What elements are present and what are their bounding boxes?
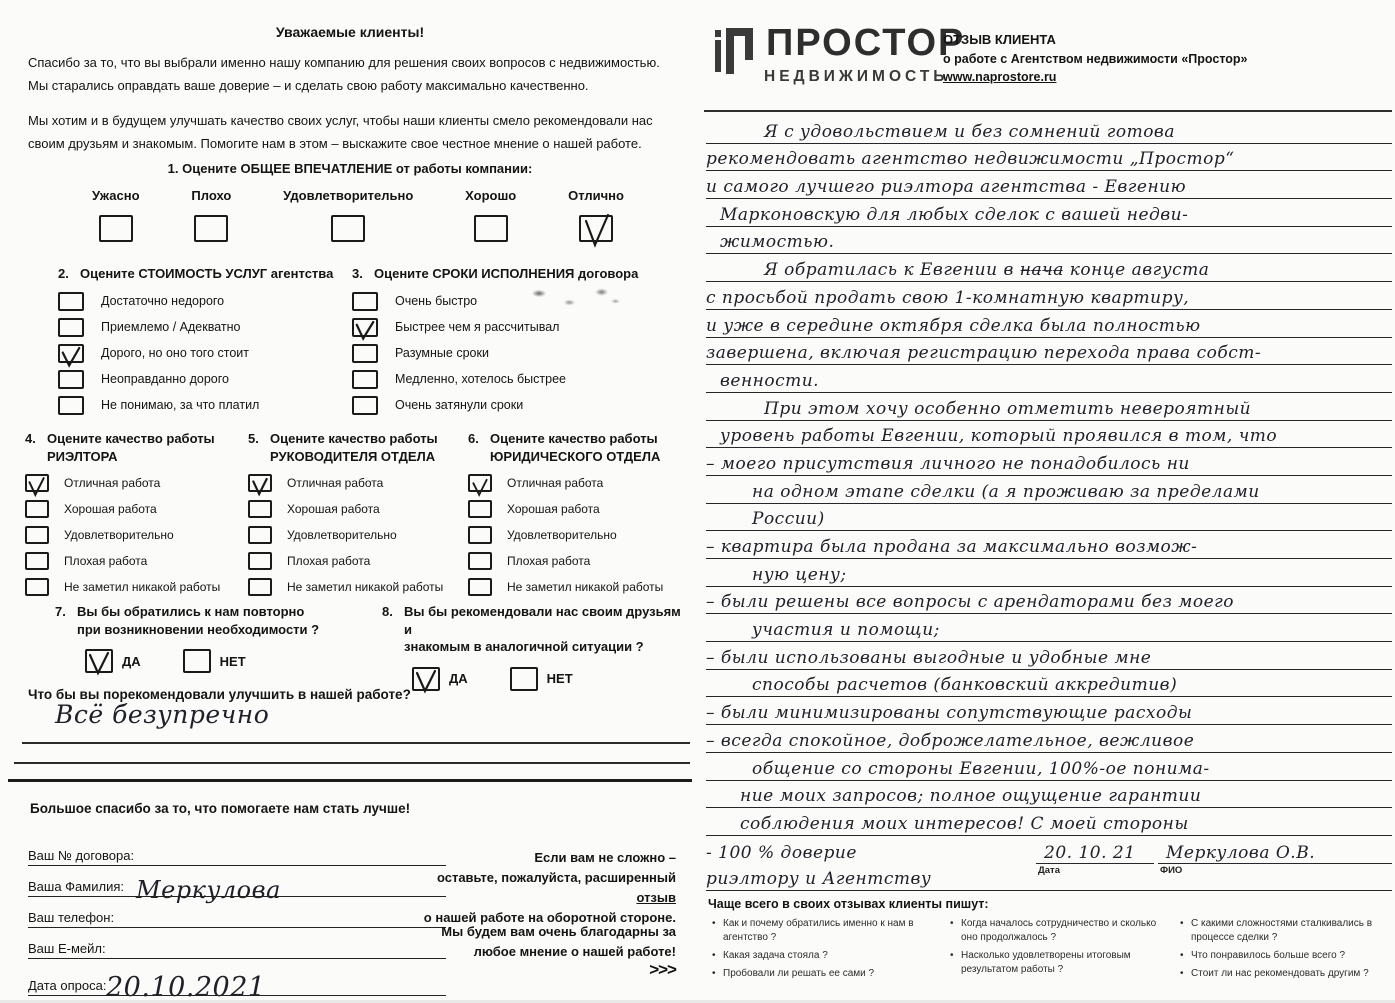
q5-checkbox-1[interactable] bbox=[248, 500, 272, 518]
q3-option-row bbox=[352, 344, 682, 363]
side-note-1 bbox=[420, 848, 676, 929]
field-label: Дата опроса: bbox=[28, 978, 107, 993]
footer-bullet: • Насколько удовлетворены итоговым результатом работы ? bbox=[948, 949, 1160, 977]
q2-option-label: Неоправданно дорого bbox=[101, 372, 229, 387]
review-line: завершена, включая регистрацию перехода права собст- bbox=[706, 338, 1392, 366]
q3-option-label: Очень быстро bbox=[395, 294, 478, 309]
q1-option-excellent bbox=[568, 188, 624, 242]
q2-option-label: Достаточно недорого bbox=[101, 294, 225, 309]
review-line: участия и помощи; bbox=[706, 614, 1392, 642]
field-contract bbox=[28, 836, 446, 866]
q4-option-label: Хорошая работа bbox=[64, 502, 157, 517]
footer-column-1 bbox=[710, 917, 932, 985]
q8-yes-label: ДА bbox=[449, 671, 468, 687]
footer-column-3 bbox=[1178, 917, 1392, 985]
q4-option-label: Не заметил никакой работы bbox=[64, 580, 221, 595]
q8-number: 8. bbox=[382, 604, 393, 619]
review-line: – моего присутствия личного не понадобилось ни bbox=[706, 448, 1392, 476]
q5-title-line2: РУКОВОДИТЕЛЯ ОТДЕЛА bbox=[270, 448, 436, 464]
q4-title-line1: Оцените качество работы bbox=[47, 431, 215, 446]
q8-yes-no-row bbox=[412, 667, 692, 691]
field-label: Ваш № договора: bbox=[28, 848, 135, 863]
q5-option-row bbox=[248, 578, 466, 596]
review-line: риэлтору и Агентству bbox=[706, 864, 1392, 892]
review-line: и самого лучшего риэлтора агентства - Евгению bbox=[706, 171, 1392, 199]
field-label: Ваша Фамилия: bbox=[28, 879, 124, 894]
q6-option-row bbox=[468, 552, 686, 570]
q4-checkbox-1[interactable] bbox=[25, 500, 49, 518]
q1-checkbox-satisfactory[interactable] bbox=[331, 215, 365, 242]
q6-heading bbox=[468, 430, 686, 465]
q2-title: Оцените СТОИМОСТЬ УСЛУГ агентства bbox=[80, 266, 334, 281]
q5-checkbox-4[interactable] bbox=[248, 578, 272, 596]
q5-option-row bbox=[248, 526, 466, 544]
q4-title bbox=[47, 430, 215, 465]
date-label: Дата bbox=[1038, 864, 1060, 876]
field-write-line[interactable] bbox=[28, 865, 446, 866]
q6-option-label: Отличная работа bbox=[507, 476, 604, 491]
q1-checkbox-good[interactable] bbox=[474, 215, 508, 242]
q3-checkbox-1[interactable] bbox=[352, 318, 378, 337]
improve-question: Что бы вы порекомендовали улучшить в нашей работе? bbox=[28, 687, 411, 702]
q5-checkbox-2[interactable] bbox=[248, 526, 272, 544]
footer-column-2 bbox=[948, 917, 1160, 985]
q6-title bbox=[490, 430, 660, 465]
q6-checkbox-1[interactable] bbox=[468, 500, 492, 518]
q5-heading bbox=[248, 430, 466, 465]
q6-block bbox=[468, 430, 686, 604]
arrows-glyph: >>> bbox=[649, 960, 676, 979]
q8-block bbox=[382, 603, 692, 691]
q1-option-bad bbox=[191, 188, 231, 242]
q8-no-checkbox[interactable] bbox=[510, 667, 538, 691]
q4-option-label: Удовлетворительно bbox=[64, 528, 174, 543]
side-note-1-line2: оставьте, пожалуйста, расширенный bbox=[436, 870, 676, 886]
logo-subtitle: НЕДВИЖИМОСТЬ bbox=[764, 68, 949, 85]
review-line: – были минимизированы сопутствующие расходы bbox=[706, 697, 1392, 725]
q4-option-row bbox=[25, 526, 247, 544]
q3-option-row bbox=[352, 292, 682, 311]
q4-checkbox-2[interactable] bbox=[25, 526, 49, 544]
review-line: рекомендовать агентство недвижимости „Простор“ bbox=[706, 144, 1392, 172]
q7-no-checkbox[interactable] bbox=[183, 649, 211, 673]
review-subtitle: о работе с Агентством недвижимости «Простор» bbox=[943, 51, 1248, 66]
q2-number: 2. bbox=[58, 266, 69, 281]
q5-checkbox-0[interactable] bbox=[248, 474, 272, 492]
q7-title-line2: при возникновении необходимости ? bbox=[77, 621, 320, 637]
review-line: Я с удовольствием и без сомнений готова bbox=[706, 116, 1392, 144]
q3-option-row bbox=[352, 396, 682, 415]
review-line: жимостью. bbox=[706, 227, 1392, 255]
review-line: венности. bbox=[706, 365, 1392, 393]
q4-checkbox-3[interactable] bbox=[25, 552, 49, 570]
q5-option-label: Не заметил никакой работы bbox=[287, 580, 444, 595]
q4-option-label: Плохая работа bbox=[64, 554, 148, 569]
q6-checkbox-0[interactable] bbox=[468, 474, 492, 492]
q4-option-row bbox=[25, 500, 247, 518]
q5-number: 5. bbox=[248, 431, 259, 446]
q2-checkbox-3[interactable] bbox=[58, 370, 84, 389]
q8-title-line2: знакомым в аналогичной ситуации ? bbox=[404, 639, 644, 655]
q6-option-row bbox=[468, 474, 686, 492]
review-line: Марконовскую для любых сделок с вашей недви- bbox=[706, 199, 1392, 227]
q6-option-label: Не заметил никакой работы bbox=[507, 580, 664, 595]
q6-title-line1: Оцените качество работы bbox=[490, 431, 658, 446]
q2-heading bbox=[58, 265, 348, 283]
q3-option-label: Медленно, хотелось быстрее bbox=[395, 372, 566, 387]
q1-option-good bbox=[465, 188, 516, 242]
field-phone bbox=[28, 898, 446, 928]
q1-option-label: Хорошо bbox=[465, 188, 517, 203]
q4-title-line2: РИЭЛТОРА bbox=[47, 448, 118, 464]
field-label: Ваш телефон: bbox=[28, 910, 115, 925]
q7-number: 7. bbox=[55, 604, 66, 619]
q1-option-label: Отлично bbox=[568, 188, 624, 203]
checkmark-icon bbox=[414, 665, 438, 699]
q1-checkbox-bad[interactable] bbox=[194, 215, 228, 242]
q6-checkbox-2[interactable] bbox=[468, 526, 492, 544]
q8-heading bbox=[382, 603, 692, 656]
answer-write-line[interactable] bbox=[14, 762, 690, 764]
q5-option-row bbox=[248, 500, 466, 518]
q3-option-row bbox=[352, 318, 682, 337]
side-note-1-underlined-word: отзыв bbox=[636, 890, 676, 906]
side-note-1-line3: о нашей работе на оборотной стороне. bbox=[423, 910, 676, 926]
signature-row bbox=[706, 836, 1392, 876]
field-label: Ваш Е-мейл: bbox=[28, 941, 106, 956]
q6-option-label: Удовлетворительно bbox=[507, 528, 617, 543]
q2-option-row bbox=[58, 318, 348, 337]
review-line: уровень работы Евгении, который проявился в том, что bbox=[706, 421, 1392, 449]
building-logo-icon bbox=[714, 24, 760, 78]
q7-block bbox=[55, 603, 355, 673]
q7-title bbox=[77, 603, 319, 638]
footer-bullet: • Что понравилось больше всего ? bbox=[1178, 949, 1392, 963]
q3-option-row bbox=[352, 370, 682, 389]
improve-answer-handwriting: Всё безупречно bbox=[55, 700, 270, 729]
review-line: – были решены все вопросы с арендаторами без моего bbox=[706, 587, 1392, 615]
q3-checkbox-3[interactable] bbox=[352, 370, 378, 389]
q6-title-line2: ЮРИДИЧЕСКОГО ОТДЕЛА bbox=[490, 448, 661, 464]
q1-option-label: Плохо bbox=[191, 188, 232, 203]
q6-number: 6. bbox=[468, 431, 479, 446]
checkmark-icon bbox=[87, 647, 111, 681]
q4-option-label: Отличная работа bbox=[64, 476, 161, 491]
field-write-line[interactable] bbox=[28, 896, 446, 897]
q1-rating-row bbox=[92, 188, 624, 242]
q2-option-label: Дорого, но оно того стоит bbox=[101, 346, 249, 361]
q2-checkbox-1[interactable] bbox=[58, 318, 84, 337]
q6-option-label: Хорошая работа bbox=[507, 502, 600, 517]
field-email bbox=[28, 929, 446, 959]
header-divider bbox=[704, 110, 1392, 112]
q5-option-label: Хорошая работа bbox=[287, 502, 380, 517]
q2-option-row bbox=[58, 292, 348, 311]
q1-option-label: Удовлетворительно bbox=[283, 188, 414, 203]
q3-option-label: Быстрее чем я рассчитывал bbox=[395, 320, 560, 335]
q2-checkbox-2[interactable] bbox=[58, 344, 84, 363]
q5-title bbox=[270, 430, 438, 465]
field-write-line[interactable] bbox=[28, 927, 446, 928]
q5-option-label: Удовлетворительно bbox=[287, 528, 397, 543]
q6-checkbox-3[interactable] bbox=[468, 552, 492, 570]
q2-option-label: Не понимаю, за что платил bbox=[101, 398, 260, 413]
q3-heading bbox=[352, 265, 682, 283]
footer-heading: Чаще всего в своих отзывах клиенты пишут: bbox=[708, 897, 989, 911]
intro-paragraph-1: Спасибо за то, что вы выбрали именно нашу компанию для решения своих вопросов с недвижимостью. Мы старались оправдать ваше доверие – и сделать свою работу максимально качественно. bbox=[28, 55, 660, 93]
review-line: России) bbox=[706, 504, 1392, 532]
q7-yes-label: ДА bbox=[122, 653, 141, 669]
q2-option-row bbox=[58, 344, 348, 363]
field-value: 20.10.2021 bbox=[106, 972, 266, 1003]
q7-no-label: НЕТ bbox=[219, 653, 246, 669]
q6-option-label: Плохая работа bbox=[507, 554, 591, 569]
footer-bullet: • Когда началось сотрудничество и сколько оно продолжалось ? bbox=[948, 917, 1160, 945]
fio-handwriting: Меркулова О.В. bbox=[1166, 842, 1316, 863]
checkmark-icon bbox=[581, 213, 611, 247]
footer-bullet: • Пробовали ли решать ее сами ? bbox=[710, 967, 932, 981]
review-page bbox=[700, 0, 1395, 1000]
review-line: соблюдения моих интересов! С моей стороны bbox=[706, 808, 1392, 836]
review-title: ОТЗЫВ КЛИЕНТА bbox=[943, 32, 1056, 47]
review-line: – были использованы выгодные и удобные мне bbox=[706, 642, 1392, 670]
q2-option-label: Приемлемо / Адекватно bbox=[101, 320, 241, 335]
q3-option-label: Очень затянули сроки bbox=[395, 398, 524, 413]
q1-option-terrible bbox=[92, 188, 140, 242]
q7-title-line1: Вы бы обратились к нам повторно bbox=[77, 604, 305, 619]
q3-block bbox=[352, 265, 682, 422]
q2-checkbox-0[interactable] bbox=[58, 292, 84, 311]
q5-option-label: Плохая работа bbox=[287, 554, 371, 569]
q4-checkbox-0[interactable] bbox=[25, 474, 49, 492]
q8-title bbox=[404, 603, 692, 656]
q1-option-label: Ужасно bbox=[92, 188, 140, 203]
q4-number: 4. bbox=[25, 431, 36, 446]
q5-title-line1: Оцените качество работы bbox=[270, 431, 438, 446]
review-line: с просьбой продать свою 1-комнатную квартиру, bbox=[706, 282, 1392, 310]
q6-option-row bbox=[468, 578, 686, 596]
handwritten-review bbox=[706, 116, 1392, 891]
review-line: на одном этапе сделки (а я проживаю за пределами bbox=[706, 476, 1392, 504]
footer-bullet: • Какая задача стояла ? bbox=[710, 949, 932, 963]
q2-option-row bbox=[58, 396, 348, 415]
date-handwriting: 20. 10. 21 bbox=[1044, 842, 1136, 863]
field-write-line[interactable] bbox=[28, 958, 446, 959]
intro-paragraph-2: Мы хотим и в будущем улучшать качество своих услуг, чтобы наши клиенты смело рекомендовали нас своим друзьям и знакомым. Помогите нам в этом – выскажите свое честное мнение о нашей работе. bbox=[28, 113, 653, 151]
side-note-1-line1: Если вам не сложно – bbox=[534, 850, 676, 865]
review-line: способы расчетов (банковский аккредитив) bbox=[706, 670, 1392, 698]
field-value: Меркулова bbox=[136, 876, 281, 904]
q7-yes-no-row bbox=[85, 649, 355, 673]
q3-title: Оцените СРОКИ ИСПОЛНЕНИЯ договора bbox=[374, 266, 639, 281]
q3-checkbox-2[interactable] bbox=[352, 344, 378, 363]
fio-signature-block bbox=[1158, 836, 1392, 876]
review-line: ную цену; bbox=[706, 559, 1392, 587]
thanks-text: Большое спасибо за то, что помогаете нам стать лучше! bbox=[30, 801, 411, 816]
field-surname bbox=[28, 867, 446, 904]
review-line: ние моих запросов; полное ощущение гарантии bbox=[706, 781, 1392, 809]
q6-option-row bbox=[468, 526, 686, 544]
q2-option-row bbox=[58, 370, 348, 389]
q7-yes-checkbox[interactable] bbox=[85, 649, 113, 673]
fio-label: ФИО bbox=[1160, 864, 1183, 876]
review-line: и уже в середине октября сделка была полностью bbox=[706, 310, 1392, 338]
q3-number: 3. bbox=[352, 266, 363, 281]
q3-checkbox-4[interactable] bbox=[352, 396, 378, 415]
q7-heading bbox=[55, 603, 355, 638]
field-survey-date bbox=[28, 962, 446, 1003]
answer-write-line[interactable] bbox=[22, 742, 690, 744]
q5-checkbox-3[interactable] bbox=[248, 552, 272, 570]
footer-columns bbox=[710, 917, 1392, 985]
field-write-line[interactable] bbox=[28, 995, 446, 996]
q5-option-row bbox=[248, 552, 466, 570]
q1-checkbox-terrible[interactable] bbox=[99, 215, 133, 242]
footer-bullet: • Стоит ли нас рекомендовать другим ? bbox=[1178, 967, 1392, 981]
footer-bullet: • С какими сложностями сталкивались в процессе сделки ? bbox=[1178, 917, 1392, 945]
q4-option-row bbox=[25, 474, 247, 492]
q2-block bbox=[58, 265, 348, 422]
review-line: – всегда спокойное, доброжелательное, вежливое bbox=[706, 725, 1392, 753]
q8-yes-checkbox[interactable] bbox=[412, 667, 440, 691]
side-note-2: Мы будем вам очень благодарны за любое мнение о нашей работе! bbox=[441, 924, 676, 960]
q8-no-label: НЕТ bbox=[546, 671, 573, 687]
q4-heading bbox=[25, 430, 247, 465]
page-title: Уважаемые клиенты! bbox=[275, 24, 425, 40]
q5-block bbox=[248, 430, 466, 604]
q4-checkbox-4[interactable] bbox=[25, 578, 49, 596]
date-signature-block bbox=[1036, 836, 1154, 876]
section-divider bbox=[8, 779, 692, 782]
review-line: – квартира была продана за максимально возмож- bbox=[706, 531, 1392, 559]
q3-option-label: Разумные сроки bbox=[395, 346, 489, 361]
review-header bbox=[943, 30, 1248, 87]
q8-title-line1: Вы бы рекомендовали нас своим друзьям и bbox=[404, 604, 681, 637]
q5-option-row bbox=[248, 474, 466, 492]
review-line: При этом хочу особенно отметить невероятный bbox=[706, 393, 1392, 421]
footer-bullet: • Как и почему обратились именно к нам в агентство ? bbox=[710, 917, 932, 945]
q5-option-label: Отличная работа bbox=[287, 476, 384, 491]
q4-block bbox=[25, 430, 247, 604]
q1-checkbox-excellent[interactable] bbox=[579, 215, 613, 242]
q3-checkbox-0[interactable] bbox=[352, 292, 378, 311]
q6-option-row bbox=[468, 500, 686, 518]
q2-checkbox-4[interactable] bbox=[58, 396, 84, 415]
q4-option-row bbox=[25, 552, 247, 570]
q6-checkbox-4[interactable] bbox=[468, 578, 492, 596]
review-line: Я обратилась к Евгении в н̶а̶ч̶а̶ конце августа bbox=[706, 254, 1392, 282]
q1-heading: 1. Оцените ОБЩЕЕ ВПЕЧАТЛЕНИЕ от работы компании: bbox=[167, 161, 533, 176]
logo-name: ПРОСТОР bbox=[766, 22, 966, 64]
website-url: www.naprostore.ru bbox=[943, 70, 1057, 85]
review-line: - 100 % доверие bbox=[706, 842, 857, 863]
q4-option-row bbox=[25, 578, 247, 596]
review-line: общение со стороны Евгении, 100%-ое понима- bbox=[706, 753, 1392, 781]
q1-option-satisfactory bbox=[283, 188, 413, 242]
